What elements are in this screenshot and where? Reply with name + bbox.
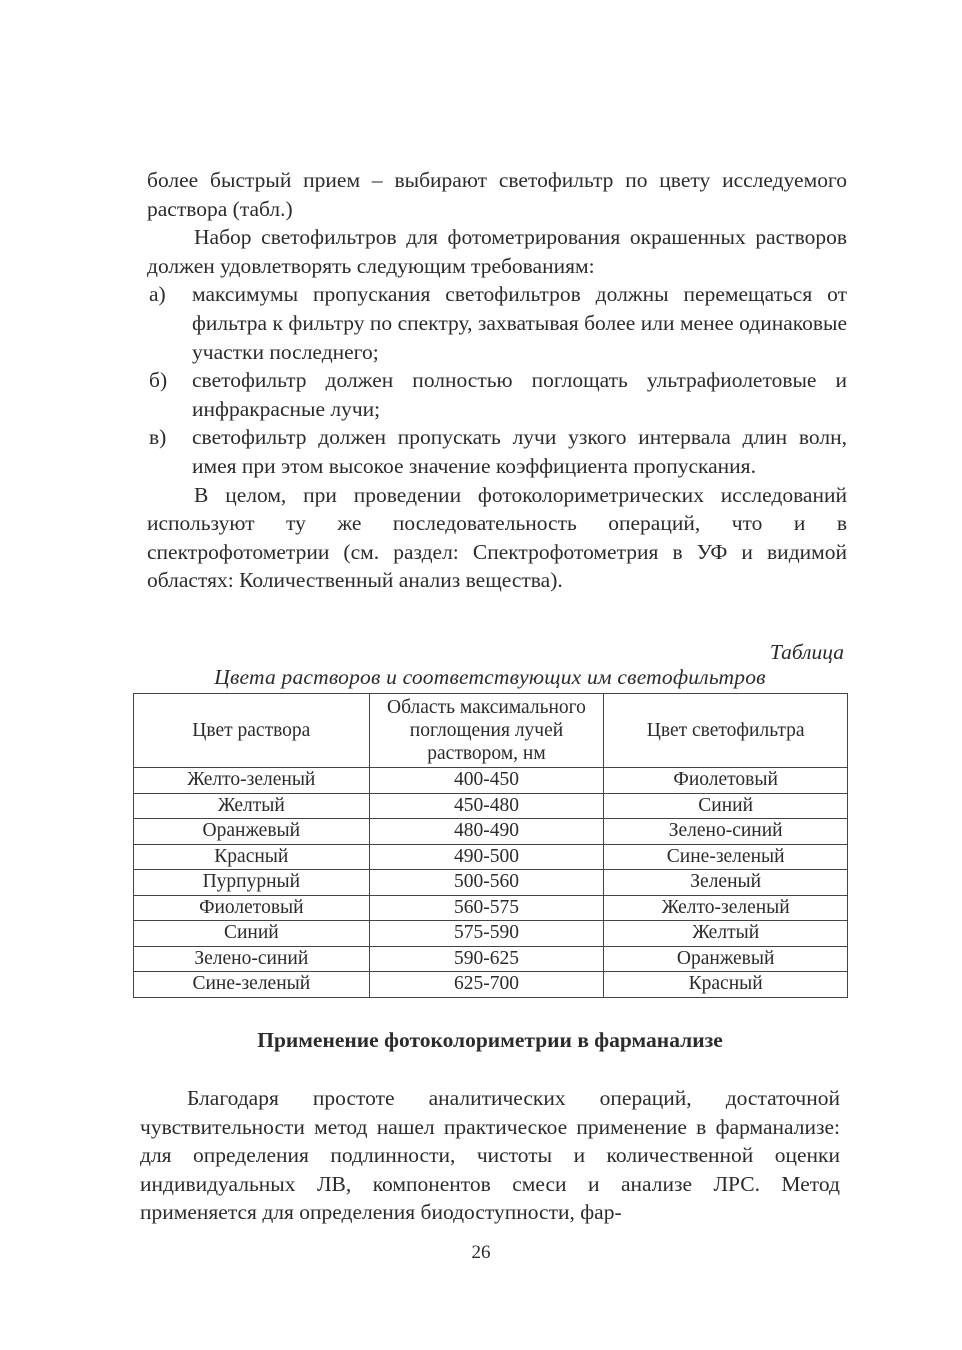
paragraph-requirements: Набор светофильтров для фотометрирования окрашенных растворов должен удовлетворять следующим требованиям: [147, 225, 847, 278]
table-row [134, 946, 848, 972]
cell-range: 480-490 [369, 819, 604, 845]
paragraph-general: В целом, при проведении фотоколориметрических исследований используют ту же последовательность операций, что и в спектрофотометрии (см. раздел: Спектрофотометрия в УФ и видимой областях: Количественный анализ вещества). [147, 482, 847, 593]
paragraph-intro: более быстрый прием – выбирают светофильтр по цвету исследуемого раствора (табл.) [147, 168, 847, 221]
cell-solution-color: Оранжевый [134, 819, 370, 845]
table-row [134, 768, 848, 794]
list-item-a [147, 280, 847, 366]
cell-range: 400-450 [369, 768, 604, 794]
paragraph-application: Благодаря простоте аналитических операций, достаточной чувствительности метод нашел практическое применение в фарманализе: для определения подлинности, чистоты и количественной оценки индивидуальных ЛВ, компонентов смеси и анализе ЛРС. Метод применяется для определения биодоступности, фар- [140, 1086, 840, 1225]
table-row [134, 972, 848, 998]
section-heading: Применение фотоколориметрии в фарманализе [257, 1028, 723, 1052]
cell-filter-color: Желтый [604, 921, 848, 947]
cell-range: 590-625 [369, 946, 604, 972]
table-caption: Цвета растворов и соответствующих им светофильтров [214, 665, 766, 689]
table-row [134, 819, 848, 845]
cell-range: 575-590 [369, 921, 604, 947]
color-filter-table [133, 693, 848, 998]
list-item-text: светофильтр должен полностью поглощать ультрафиолетовые и инфракрасные лучи; [192, 368, 847, 421]
table-row [134, 895, 848, 921]
table-row [134, 844, 848, 870]
cell-filter-color: Оранжевый [604, 946, 848, 972]
body-text-upper [147, 166, 847, 595]
header-filter-color: Цвет светофильтра [604, 694, 848, 768]
cell-filter-color: Фиолетовый [604, 768, 848, 794]
cell-solution-color: Желто-зеленый [134, 768, 370, 794]
cell-solution-color: Желтый [134, 793, 370, 819]
cell-filter-color: Зеленый [604, 870, 848, 896]
cell-filter-color: Сине-зеленый [604, 844, 848, 870]
cell-range: 450-480 [369, 793, 604, 819]
header-absorption-range: Область максимального поглощения лучей раствором, нм [369, 694, 604, 768]
cell-filter-color: Синий [604, 793, 848, 819]
cell-solution-color: Сине-зеленый [134, 972, 370, 998]
cell-solution-color: Пурпурный [134, 870, 370, 896]
list-item-b [147, 366, 847, 423]
cell-solution-color: Красный [134, 844, 370, 870]
cell-range: 500-560 [369, 870, 604, 896]
cell-filter-color: Желто-зеленый [604, 895, 848, 921]
cell-solution-color: Зелено-синий [134, 946, 370, 972]
table-header-row [134, 694, 848, 768]
table-row [134, 870, 848, 896]
body-text-lower [140, 1084, 840, 1227]
list-item-text: светофильтр должен пропускать лучи узкого интервала длин волн, имея при этом высокое значение коэффициента пропускания. [192, 425, 847, 478]
list-marker: а) [149, 282, 166, 307]
cell-range: 625-700 [369, 972, 604, 998]
cell-solution-color: Синий [134, 921, 370, 947]
cell-solution-color: Фиолетовый [134, 895, 370, 921]
table-row [134, 793, 848, 819]
list-marker: б) [149, 368, 168, 393]
header-solution-color: Цвет раствора [134, 694, 370, 768]
list-marker: в) [149, 425, 167, 450]
table-row [134, 921, 848, 947]
cell-filter-color: Красный [604, 972, 848, 998]
cell-range: 560-575 [369, 895, 604, 921]
list-item-c [147, 423, 847, 480]
cell-filter-color: Зелено-синий [604, 819, 848, 845]
page-number: 26 [471, 1242, 491, 1263]
table-label: Таблица [769, 640, 844, 664]
cell-range: 490-500 [369, 844, 604, 870]
list-item-text: максимумы пропускания светофильтров должны перемещаться от фильтра к фильтру по спектру, захватывая более или менее одинаковые участки последнего; [192, 282, 847, 364]
